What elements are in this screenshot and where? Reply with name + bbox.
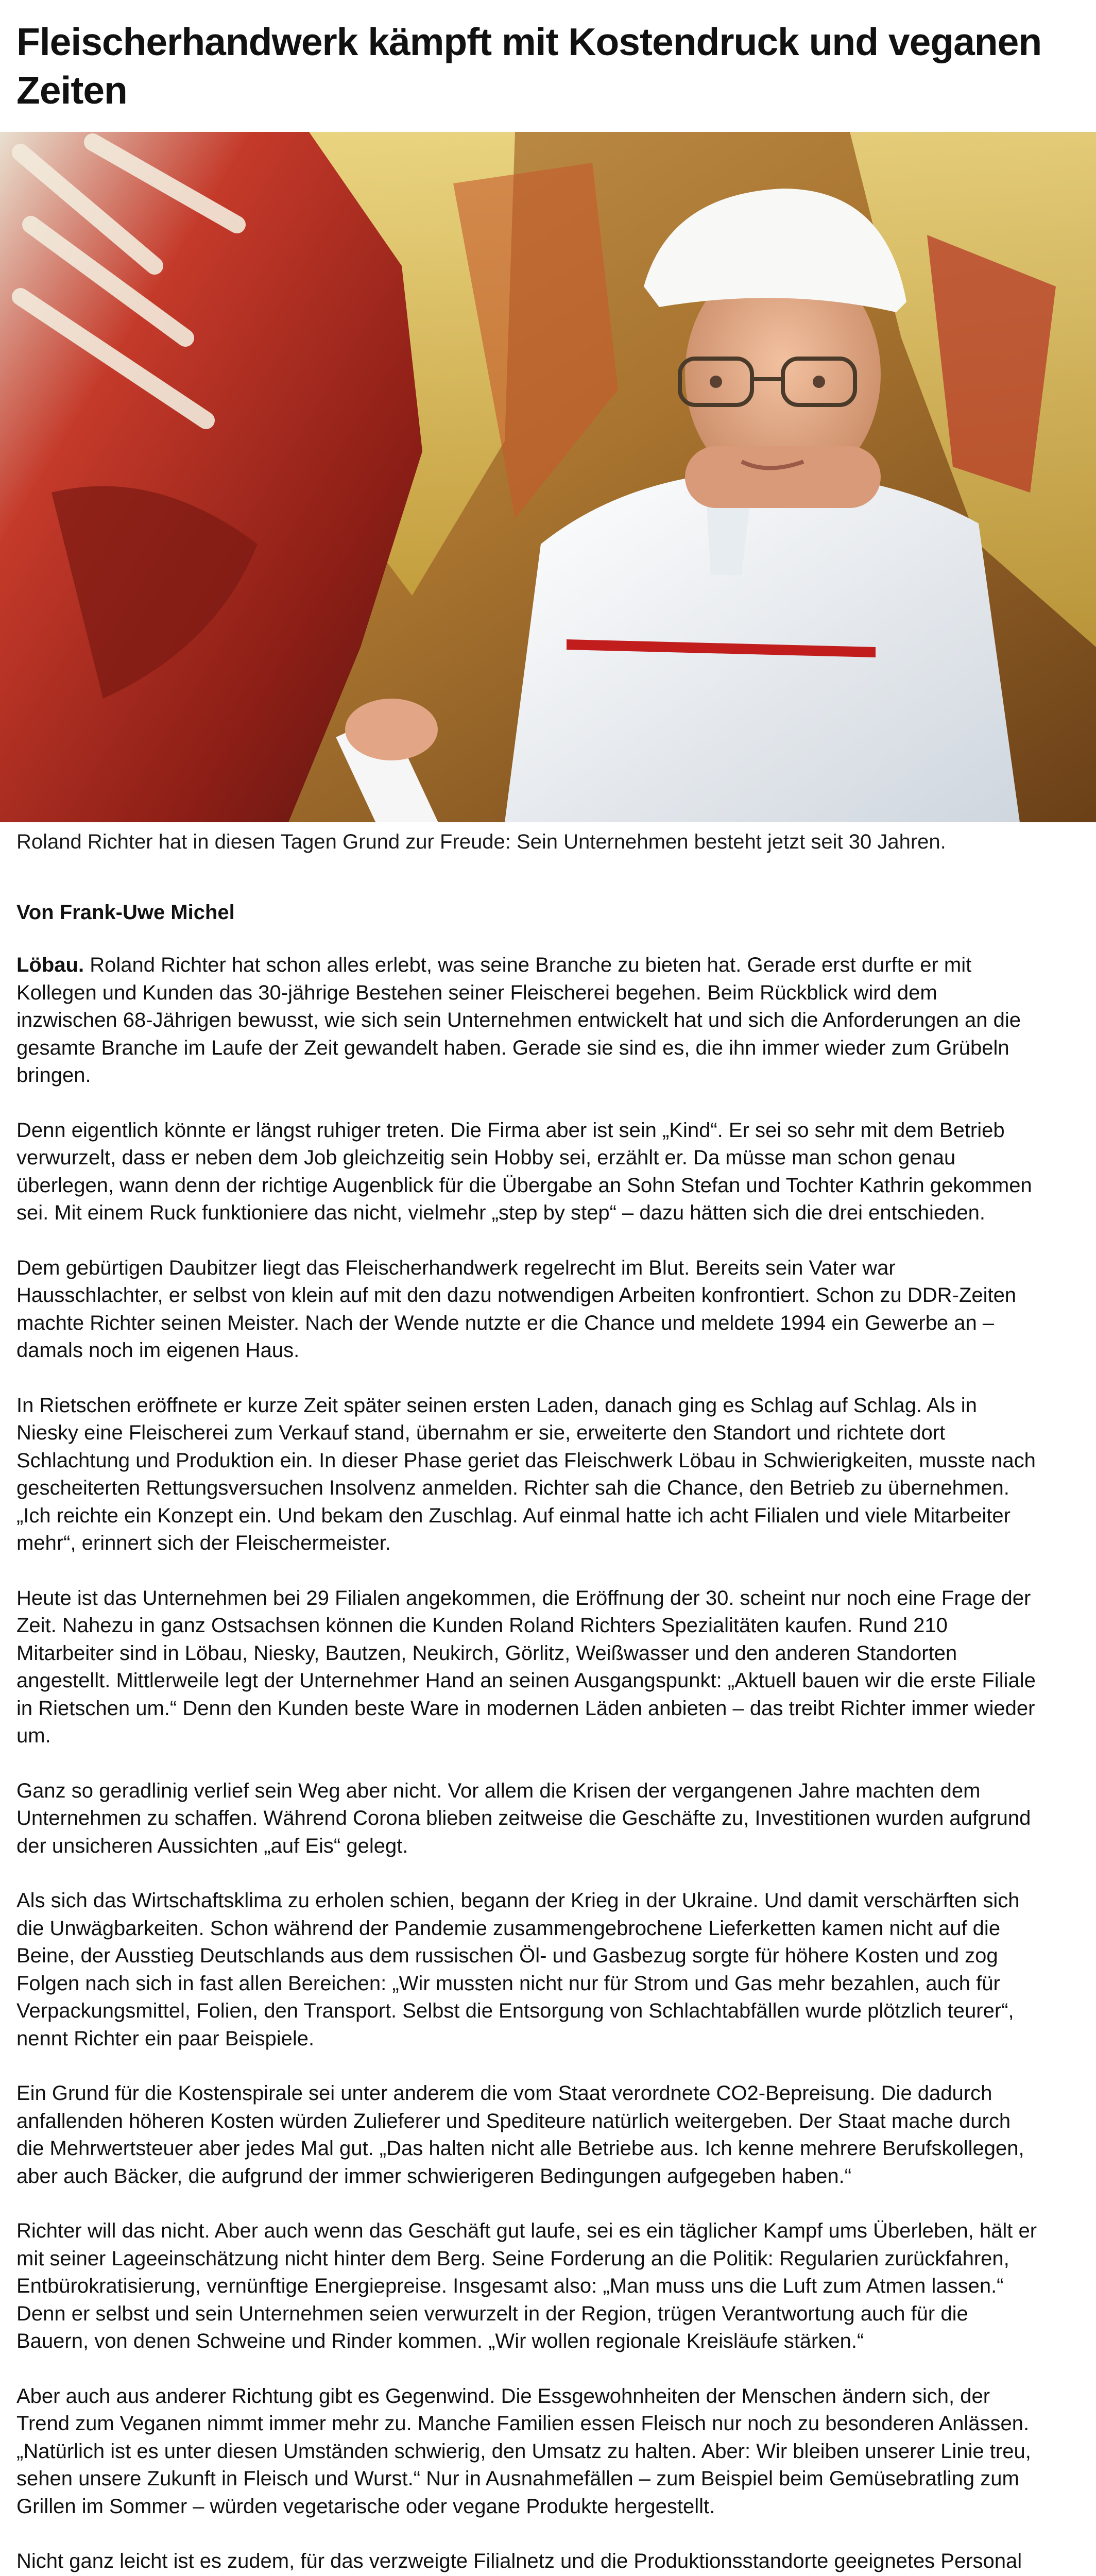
dateline: Löbau. [16,954,84,976]
hero-photo [0,132,1096,822]
paragraph: Dem gebürtigen Daubitzer liegt das Fleischerhandwerk regelrecht im Blut. Bereits sein Vater war Hausschlachter, er selbst von klein auf mit den dazu notwendigen Arbeiten konfrontiert. Schon zu DDR-Zeiten machte Richter seinen Meister. Nach der Wende nutzte er die Chance und meldete 1994 ein Gewerbe an – damals noch im eigenen Haus. [16,1256,1017,1362]
butcher-photo-illustration [0,132,1096,822]
paragraph: Nicht ganz leicht ist es zudem, für das verzweigte Filialnetz und die Produktionsstandorte geeignetes Personal [16,2550,1022,2572]
paragraph: Denn eigentlich könnte er längst ruhiger treten. Die Firma aber ist sein „Kind“. Er sei so sehr mit dem Betrieb verwurzelt, dass er neben dem Job gleichzeitig sein Hobby sei, erzählt er. Da müsse man schon genau überlegen, wann denn der richtige Augenblick für die Übergabe an Sohn Stefan und Tochter Kathrin gekommen sei. Mit einem Ruck funktioniere das nicht, vielmehr „step by step“ – dazu hätten sich die drei entschieden. [16,1118,1032,1224]
lead-paragraph [16,952,1041,1090]
paragraph: Ein Grund für die Kostenspirale sei unter anderem die vom Staat verordnete CO2-Bepreisung. Die dadurch anfallenden höheren Kosten würden Zulieferer und Spediteure natürlich weitergeben. Der Staat mache durch die Mehrwertsteuer aber jedes Mal gut. „Das halten nicht alle Betriebe aus. Ich kenne mehrere Berufskollegen, aber auch Bäcker, die aufgrund der immer schwierigeren Bedingungen aufgegeben haben.“ [16,2082,1024,2188]
paragraph: Heute ist das Unternehmen bei 29 Filialen angekommen, die Eröffnung der 30. scheint nur noch eine Frage der Zeit. Nahezu in ganz Ostsachsen können die Kunden Roland Richters Spezialitäten kaufen. Rund 210 Mitarbeiter sind in Löbau, Niesky, Bautzen, Neukirch, Görlitz, Weißwasser und den anderen Standorten angestellt. Mittlerweile legt der Unternehmer Hand an seinen Ausgangspunkt: „Aktuell bauen wir die erste Filiale in Rietschen um.“ Denn den Kunden beste Ware in modernen Läden anbieten – das treibt Richter immer wieder um. [16,1586,1036,1747]
paragraph: Als sich das Wirtschaftsklima zu erholen schien, begann der Krieg in der Ukraine. Und damit verschärften sich die Unwägbarkeiten. Schon während der Pandemie zusammengebrochene Lieferketten kamen nicht auf die Beine, der Ausstieg Deutschlands aus dem russischen Öl- und Gasbezug sorgte für höhere Kosten und zog Folgen nach sich in fast allen Bereichen: „Wir mussten nicht nur für Strom und Gas mehr bezahlen, auch für Verpackungsmittel, Folien, den Transport. Selbst die Entsorgung von Schlachtabfällen wurde plötzlich teurer“, nennt Richter ein paar Beispiele. [16,1889,1020,2050]
article-title: Fleischerhandwerk kämpft mit Kostendruck und veganen Zeiten [16,20,1042,112]
lead-text: Roland Richter hat schon alles erlebt, was seine Branche zu bieten hat. Gerade erst durfte er mit Kollegen und Kunden das 30-jährige Bestehen seiner Fleischerei begehen. Beim Rückblick wird dem inzwischen 68-Jährigen bewusst, wie sich sein Unternehmen entwickelt hat und sich die Anforderungen an die gesamte Branche im Laufe der Zeit gewandelt haben. Gerade sie sind es, die ihn immer wieder zum Grübeln bringen. [16,954,1021,1087]
paragraph: Ganz so geradlinig verlief sein Weg aber nicht. Vor allem die Krisen der vergangenen Jahre machten dem Unternehmen zu schaffen. Während Corona blieben zeitweise die Geschäfte zu, Investitionen wurden aufgrund der unsicheren Aussichten „auf Eis“ gelegt. [16,1779,1031,1857]
paragraph: Aber auch aus anderer Richtung gibt es Gegenwind. Die Essgewohnheiten der Menschen ändern sich, der Trend zum Veganen nimmt immer mehr zu. Manche Familien essen Fleisch nur noch zu besonderen Anlässen. „Natürlich ist es unter diesen Umständen schwierig, den Umsatz zu halten. Aber: Wir bleiben unserer Linie treu, sehen unsere Zukunft in Fleisch und Wurst.“ Nur in Ausnahmefällen – zum Beispiel beim Gemüsebratling zum Grillen im Sommer – würden vegetarische oder vegane Produkte hergestellt. [16,2384,1031,2518]
article-body [16,952,1041,2576]
byline [16,897,235,927]
paragraph: In Rietschen eröffnete er kurze Zeit später seinen ersten Laden, danach ging es Schlag auf Schlag. Als in Niesky eine Fleischerei zum Verkauf stand, übernahm er sie, erweiterte den Standort und richtete dort Schlachtung und Produktion ein. In dieser Phase geriet das Fleischwerk Löbau in Schwierigkeiten, musste nach gescheiterten Rettungsversuchen Insolvenz anmelden. Richter sah die Chance, den Betrieb zu übernehmen. „Ich reichte ein Konzept ein. Und bekam den Zuschlag. Auf einmal hatte ich acht Filialen und viele Mitarbeiter mehr“, erinnert sich der Fleischermeister. [16,1394,1036,1554]
author-name: Von Frank-Uwe Michel [16,901,235,924]
paragraph: Richter will das nicht. Aber auch wenn das Geschäft gut laufe, sei es ein täglicher Kampf ums Überleben, hält er mit seiner Lageeinschätzung nicht hinter dem Berg. Seine Forderung an die Politik: Regularien zurückfahren, Entbürokratisierung, vernünftige Energiepreise. Insgesamt also: „Man muss uns die Luft zum Atmen lassen.“ Denn er selbst und sein Unternehmen seien verwurzelt in der Region, trügen Verantwortung auch für die Bauern, von denen Schweine und Rinder kommen. „Wir wollen regionale Kreisläufe stärken.“ [16,2219,1037,2352]
image-caption: Roland Richter hat in diesen Tagen Grund zur Freude: Sein Unternehmen besteht jetzt seit 30 Jahren. [16,831,946,853]
